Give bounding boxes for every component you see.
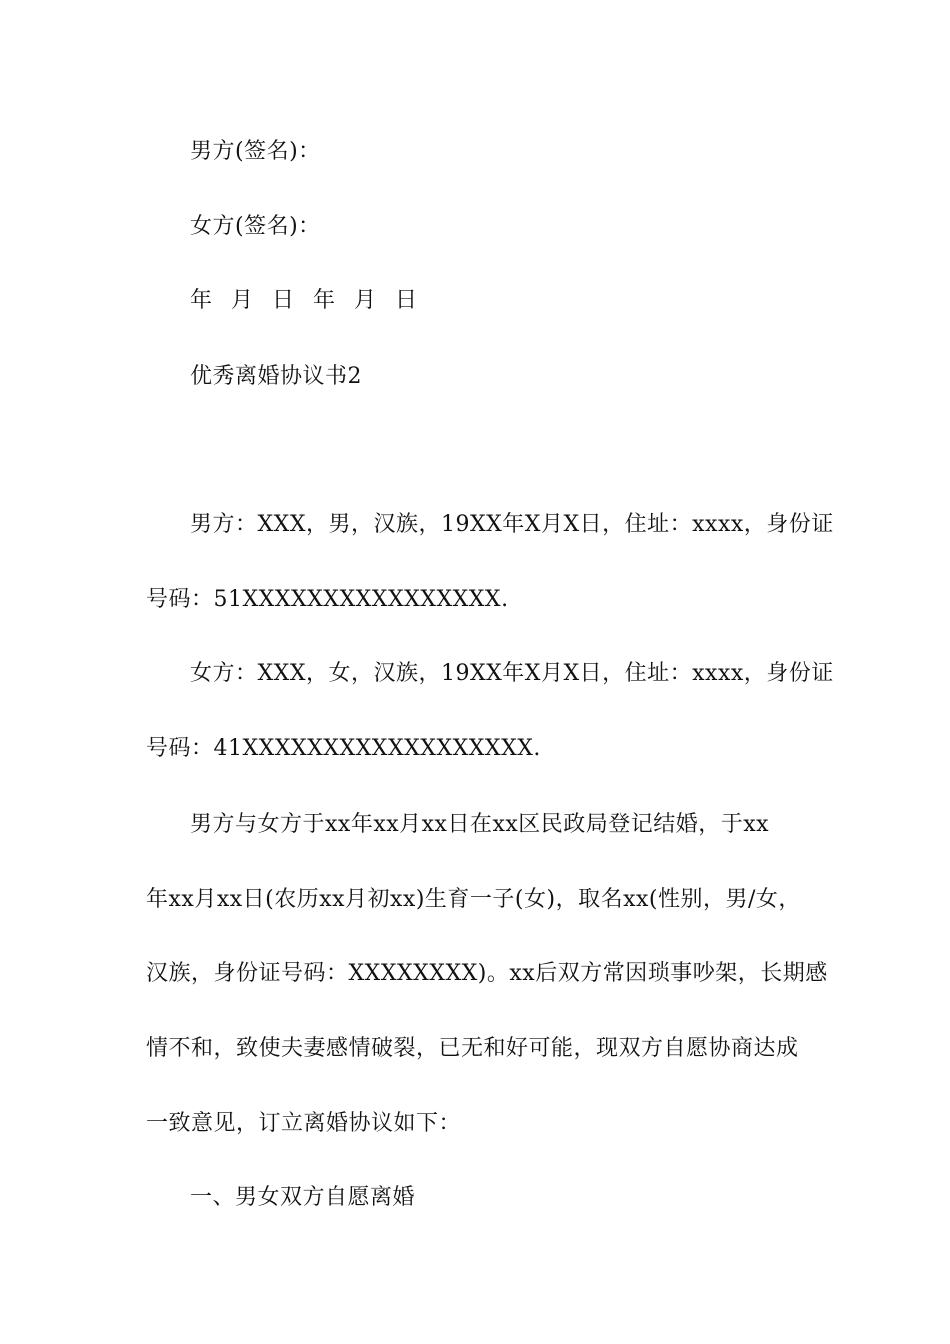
date-line: 年 月 日 年 月 日 bbox=[190, 288, 417, 313]
woman-info-line-2: 号码：41XXXXXXXXXXXXXXXXXX. bbox=[146, 736, 541, 761]
man-info-line-2: 号码：51XXXXXXXXXXXXXXXX. bbox=[146, 587, 509, 612]
marriage-paragraph-line-4: 情不和，致使夫妻感情破裂，已无和好可能，现双方自愿协商达成 bbox=[146, 1036, 799, 1061]
marriage-paragraph-line-2: 年xx月xx日(农历xx月初xx)生育一子(女)，取名xx(性别，男/女， bbox=[146, 887, 801, 912]
man-signature-line: 男方(签名)： bbox=[190, 139, 321, 164]
marriage-paragraph-line-1: 男方与女方于xx年xx月xx日在xx区民政局登记结婚，于xx bbox=[190, 812, 770, 837]
woman-info-line-1: 女方：XXX，女，汉族，19XX年X月X日，住址：xxxx，身份证 bbox=[190, 661, 834, 686]
section-title: 优秀离婚协议书2 bbox=[190, 364, 362, 389]
marriage-paragraph-line-5: 一致意见，订立离婚协议如下： bbox=[146, 1111, 462, 1136]
marriage-paragraph-line-3: 汉族，身份证号码：XXXXXXXX)。xx后双方常因琐事吵架，长期感 bbox=[146, 961, 828, 986]
woman-signature-line: 女方(签名)： bbox=[190, 214, 321, 239]
clause-1-heading: 一、男女双方自愿离婚 bbox=[190, 1185, 416, 1210]
man-info-line-1: 男方：XXX，男，汉族，19XX年X月X日，住址：xxxx，身份证 bbox=[190, 512, 834, 537]
